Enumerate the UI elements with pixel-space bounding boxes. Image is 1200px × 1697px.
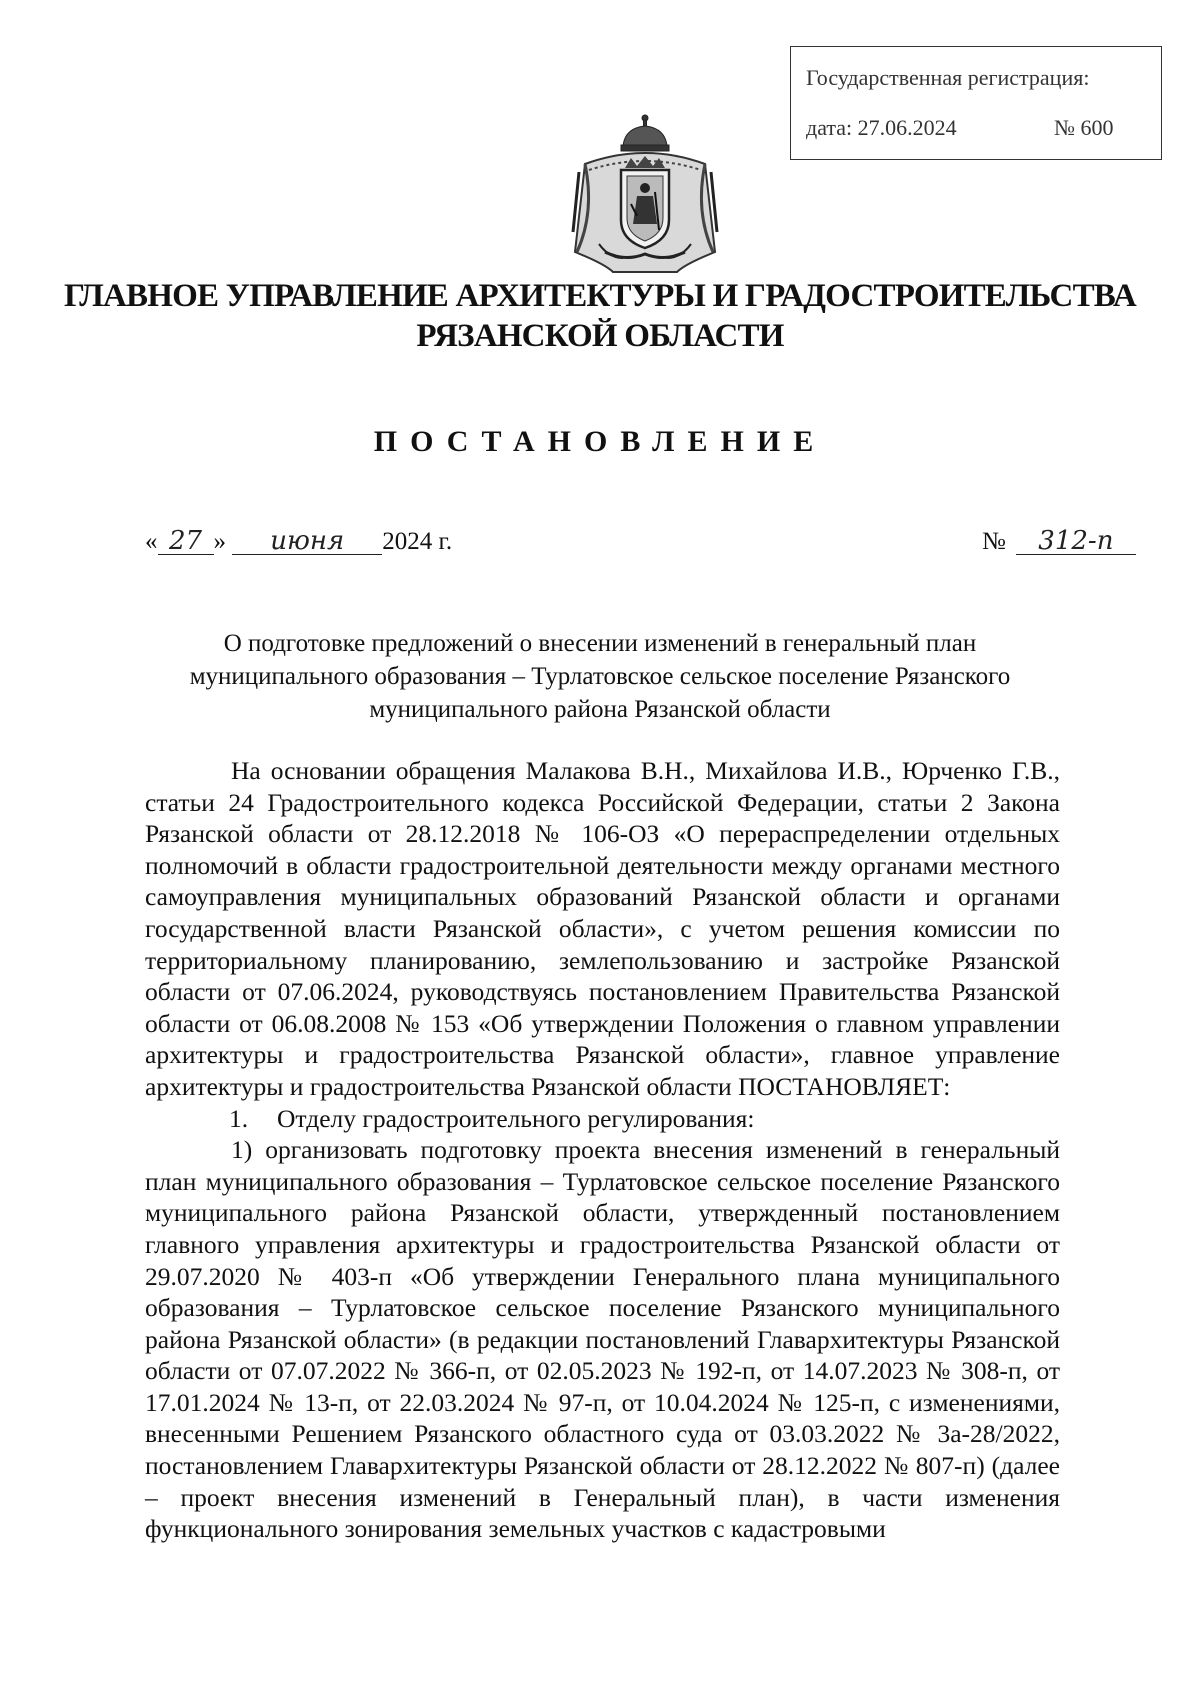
registration-date: дата: 27.06.2024 xyxy=(806,115,957,140)
document-year: 2024 г. xyxy=(382,528,453,555)
registration-stamp xyxy=(790,46,1162,160)
document-type: ПОСТАНОВЛЕНИЕ xyxy=(373,425,827,458)
handwritten-month: июня xyxy=(232,528,382,555)
title-line1: О подготовке предложений о внесении изменений в генеральный план xyxy=(223,630,977,657)
handwritten-number: 312-п xyxy=(1016,528,1136,555)
number-sign: № xyxy=(982,528,1006,555)
document-title xyxy=(140,627,1060,726)
clause-1-text: Отделу градостроительного регулирования: xyxy=(277,1103,755,1133)
quote-close: » xyxy=(213,528,226,555)
registration-date-row xyxy=(806,115,1114,141)
subclause-1: 1) организовать подготовку проекта внесения изменений в генеральный план муниципального образования – Турлатовское сельское поселение Рязанского муниципального района Рязанской области, утвержденный постановлением главного управления архитектуры и градостроительства Рязанской области от 29.07.2020 № 403-п «Об утверждении Генерального плана муниципального образования – Турлатовское сельское поселение Рязанского муниципального района Рязанской области» (в редакции постановлений Главархитектуры Рязанской области от 07.07.2022 № 366-п, от 02.05.2023 № 192-п, от 14.07.2023 № 308-п, от 17.01.2024 № 13-п, от 22.03.2024 № 97-п, от 10.04.2024 № 125-п, с изменениями, внесенными Решением Рязанского областного суда от 03.03.2022 № 3а-28/2022, постановлением Главархитектуры Рязанской области от 28.12.2022 № 807-п) (далее – проект внесения изменений в Генеральный план), в части изменения функционального зонирования земельных участков с кадастровыми xyxy=(145,1135,1060,1544)
document-number xyxy=(982,528,1136,556)
clause-1 xyxy=(145,1103,1060,1135)
document-body xyxy=(145,755,1060,1545)
preamble-paragraph: На основании обращения Малакова В.Н., Михайлова И.В., Юрченко Г.В., статьи 24 Градостроительного кодекса Российской Федерации, статьи 2 Закона Рязанской области от 28.12.2018 № 106-ОЗ «О перераспределении отдельных полномочий в области градостроительной деятельности между органами местного самоуправления муниципальных образований Рязанской области и органами государственной власти Рязанской области», с учетом решения комиссии по территориальному планированию, землепользованию и застройке Рязанской области от 07.06.2024, руководствуясь постановлением Правительства Рязанской области от 06.08.2008 № 153 «Об утверждении Положения о главном управлении архитектуры и градостроительства Рязанской области», главное управление архитектуры и градостроительства Рязанской области ПОСТАНОВЛЯЕТ: xyxy=(145,756,1060,1101)
registration-number: № 600 xyxy=(1054,115,1114,140)
title-line3: муниципального района Рязанской области xyxy=(369,696,831,723)
document-date xyxy=(145,528,452,556)
coat-of-arms-icon xyxy=(565,112,725,277)
quote-open: « xyxy=(145,528,158,555)
title-line2: муниципального образования – Турлатовское сельское поселение Рязанского xyxy=(189,663,1011,690)
clause-1-number: 1. xyxy=(229,1103,249,1133)
organization-name-line2: РЯЗАНСКОЙ ОБЛАСТИ xyxy=(416,318,784,354)
handwritten-day: 27 xyxy=(158,528,214,555)
organization-name-line1: ГЛАВНОЕ УПРАВЛЕНИЕ АРХИТЕКТУРЫ И ГРАДОСТРОИТЕЛЬСТВА xyxy=(64,278,1136,314)
registration-title: Государственная регистрация: xyxy=(806,65,1090,90)
